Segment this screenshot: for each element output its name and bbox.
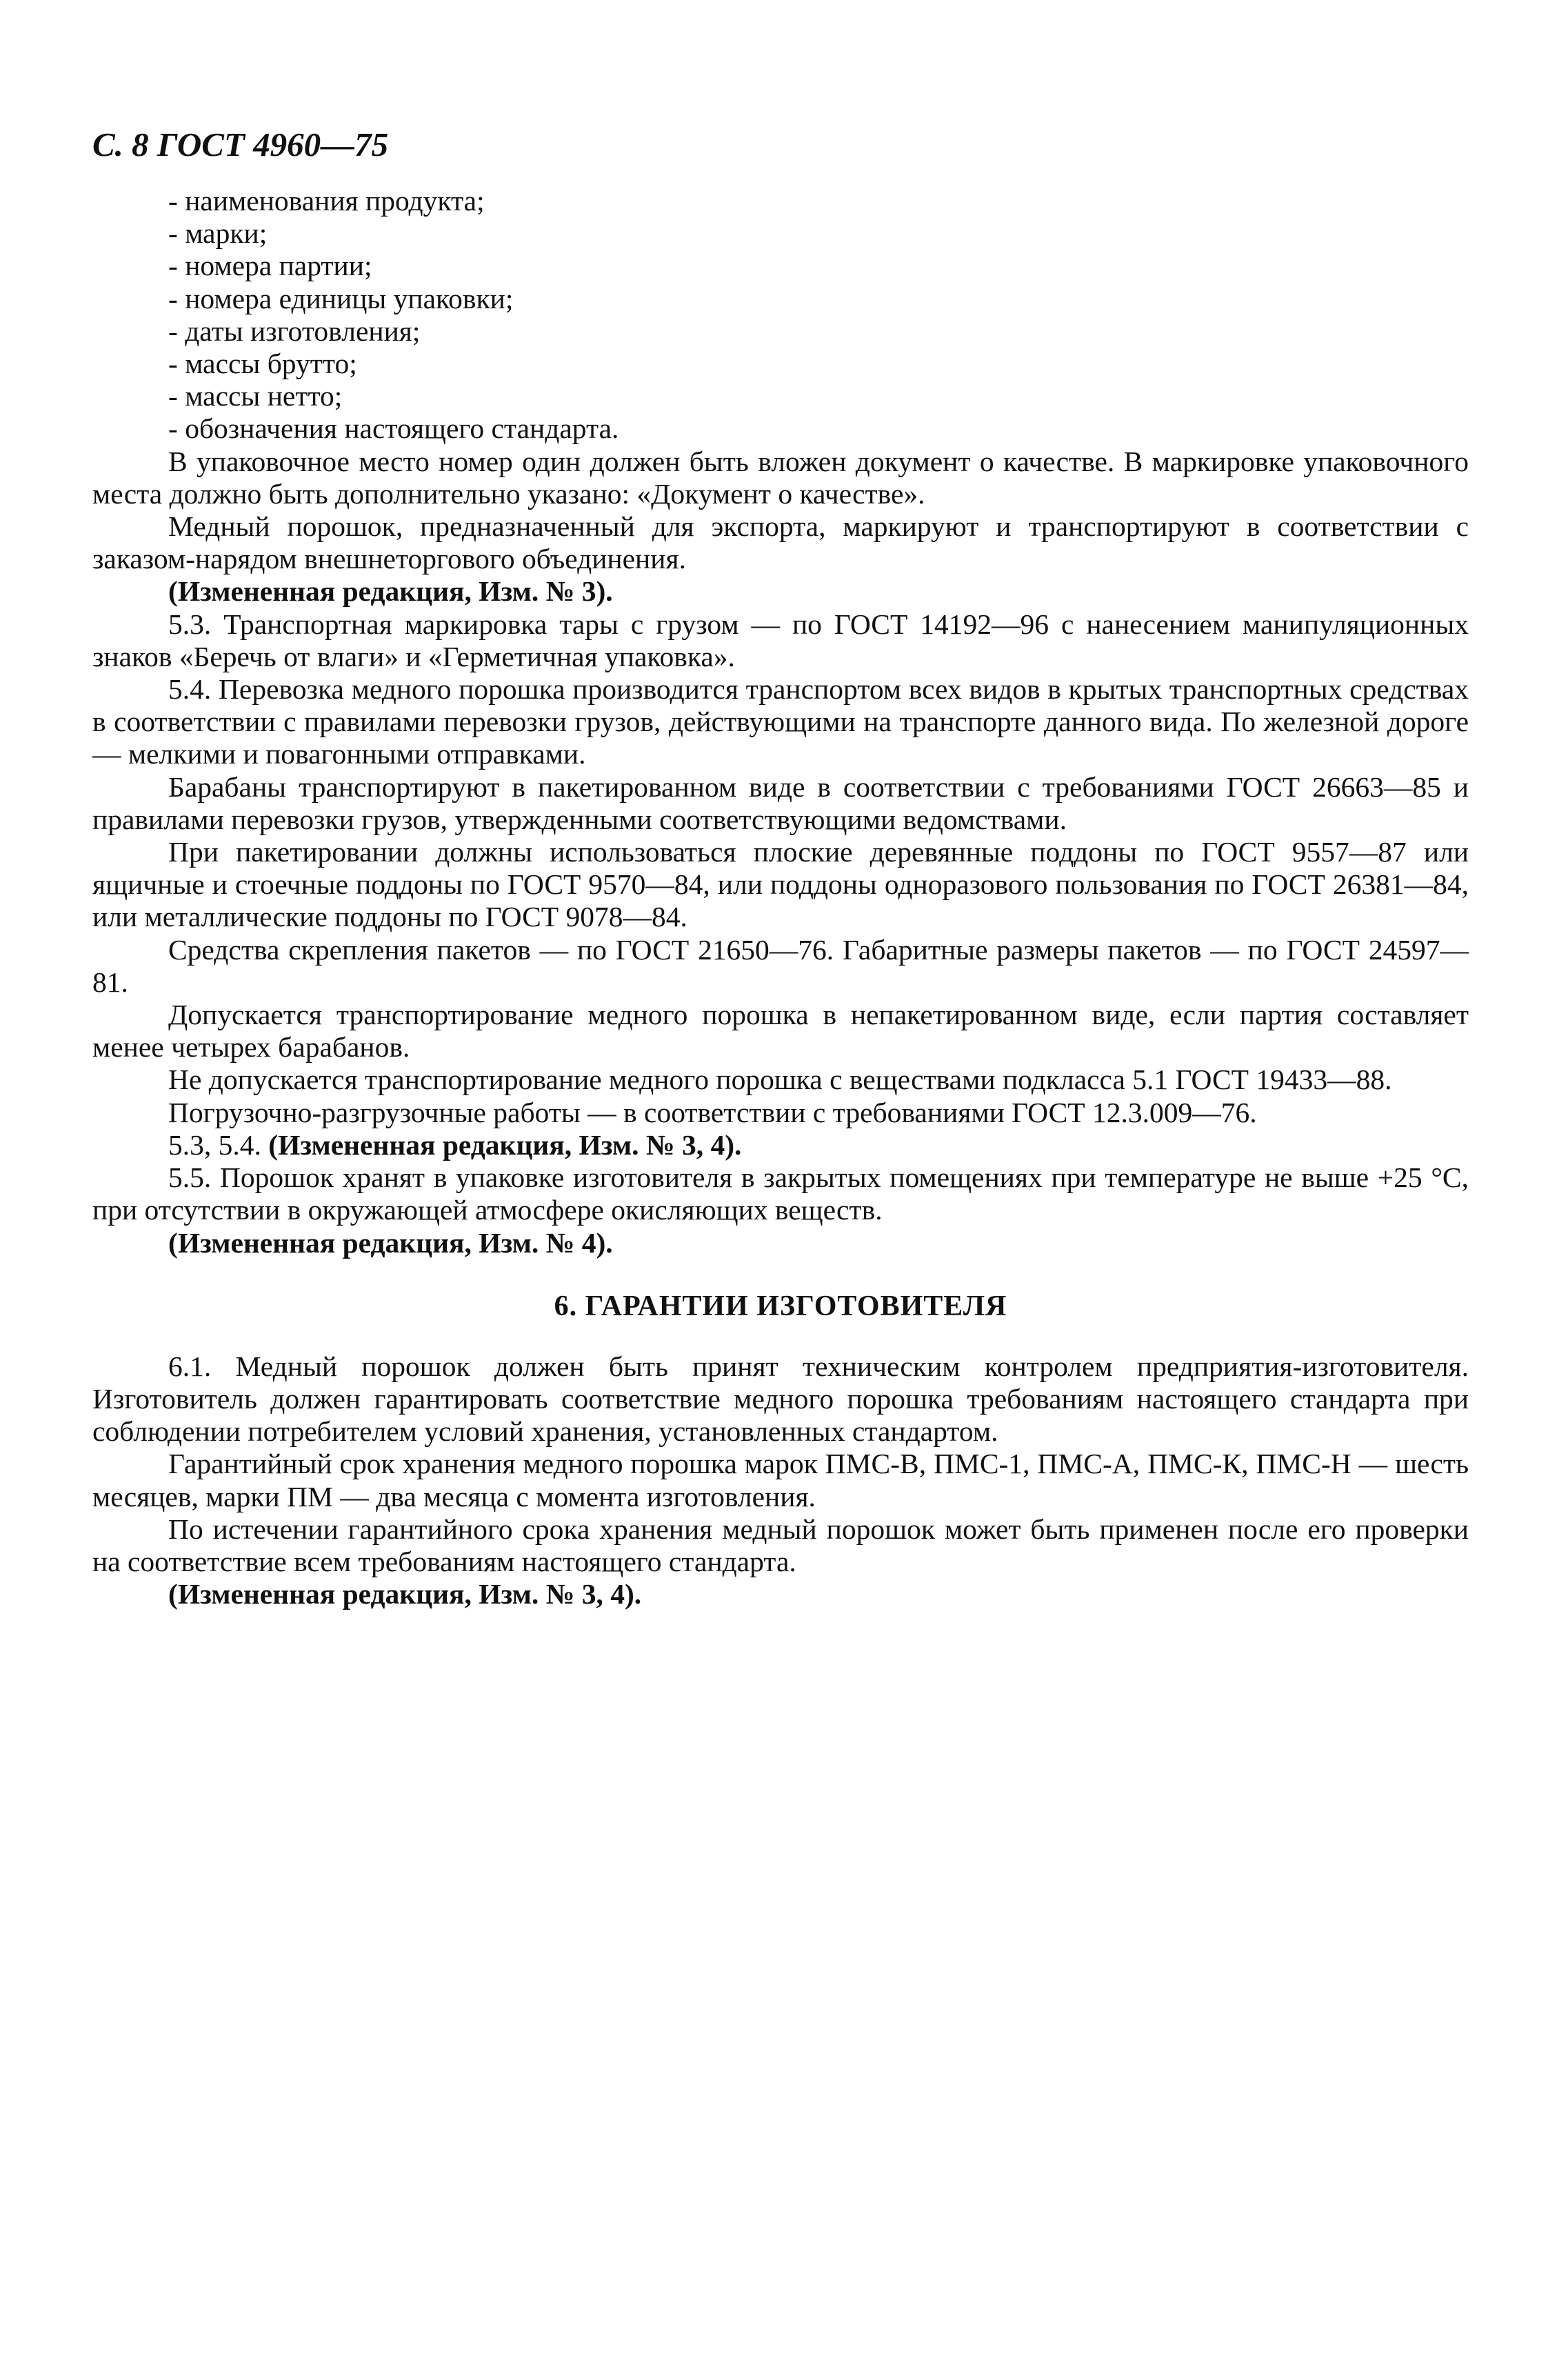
paragraph-pallets: При пакетировании должны использоваться плоские деревянные поддоны по ГОСТ 9557—87 или ящичные и стоечные поддоны по ГОСТ 9570—84, или поддоны одноразового пользования по ГОСТ 26381—84, или металлические поддоны по ГОСТ 9078—84.	[92, 836, 1469, 933]
paragraph-5-4: 5.4. Перевозка медного порошка производится транспортом всех видов в крытых транспортных средствах в соответствии с правилами перевозки грузов, действующими на транспорте данного вида. По железной дороге — мелкими и повагонными отправками.	[92, 673, 1469, 770]
list-item: - наименования продукта;	[168, 185, 485, 217]
document-body	[92, 185, 1469, 1610]
list-item: - номера партии;	[168, 250, 372, 282]
section-6-title: 6. ГАРАНТИИ ИЗГОТОВИТЕЛЯ	[554, 1290, 1007, 1322]
paragraph-drums: Барабаны транспортируют в пакетированном виде в соответствии с требованиями ГОСТ 26663—85 и правилами перевозки грузов, утвержденными соответствующими ведомствами.	[92, 770, 1469, 835]
list-item: - обозначения настоящего стандарта.	[168, 412, 619, 445]
amendment-note-5-3-5-4	[92, 1129, 1469, 1161]
paragraph-export: Медный порошок, предназначенный для экспорта, маркируют и транспортируют в соответствии с заказом-нарядом внешнеторгового объединения.	[92, 510, 1469, 575]
list-item: - даты изготовления;	[168, 315, 421, 347]
amendment-text: (Измененная редакция, Изм. № 3, 4).	[268, 1128, 742, 1161]
paragraph-fastening: Средства скрепления пакетов — по ГОСТ 21650—76. Габаритные размеры пакетов — по ГОСТ 24597—81.	[92, 933, 1469, 998]
paragraph-loading: Погрузочно-разгрузочные работы — в соответствии с требованиями ГОСТ 12.3.009—76.	[168, 1096, 1257, 1128]
list-item: - марки;	[168, 217, 268, 250]
amendment-note: (Измененная редакция, Изм. № 4).	[168, 1226, 613, 1259]
paragraph-after-warranty: По истечении гарантийного срока хранения медный порошок может быть применен после его проверки на соответствие всем требованиям настоящего стандарта.	[92, 1513, 1469, 1577]
page-header: С. 8 ГОСТ 4960—75	[92, 126, 389, 163]
amendment-note: (Измененная редакция, Изм. № 3).	[168, 575, 613, 608]
marking-list	[92, 185, 1469, 446]
paragraph-5-5: 5.5. Порошок хранят в упаковке изготовителя в закрытых помещениях при температуре не выше +25 °С, при отсутствии в окружающей атмосфере окисляющих веществ.	[92, 1161, 1469, 1226]
paragraph-6-1: 6.1. Медный порошок должен быть принят техническим контролем предприятия-изготовителя. Изготовитель должен гарантировать соответствие медного порошка требованиям настоящего стандарта при соблюдении потребителем условий хранения, установленных стандартом.	[92, 1350, 1469, 1448]
paragraph-warranty-period: Гарантийный срок хранения медного порошка марок ПМС-В, ПМС-1, ПМС-А, ПМС-К, ПМС-Н — шесть месяцев, марки ПМ — два месяца с момента изготовления.	[92, 1448, 1469, 1513]
document-page	[92, 124, 1469, 1610]
list-item: - номера единицы упаковки;	[168, 282, 514, 315]
paragraph-not-allowed: Не допускается транспортирование медного порошка с веществами подкласса 5.1 ГОСТ 19433—88.	[168, 1064, 1392, 1096]
paragraph-quality-document: В упаковочное место номер один должен быть вложен документ о качестве. В маркировке упаковочного места должно быть дополнительно указано: «Документ о качестве».	[92, 445, 1469, 510]
list-item: - массы брутто;	[168, 348, 357, 380]
paragraph-5-3: 5.3. Транспортная маркировка тары с грузом — по ГОСТ 14192—96 с нанесением манипуляционных знаков «Беречь от влаги» и «Герметичная упаковка».	[92, 608, 1469, 672]
amendment-note: (Измененная редакция, Изм. № 3, 4).	[168, 1578, 642, 1610]
paragraph-unpacked: Допускается транспортирование медного порошка в непакетированном виде, если партия составляет менее четырех барабанов.	[92, 999, 1469, 1064]
amendment-prefix: 5.3, 5.4.	[168, 1128, 269, 1161]
list-item: - массы нетто;	[168, 380, 343, 412]
